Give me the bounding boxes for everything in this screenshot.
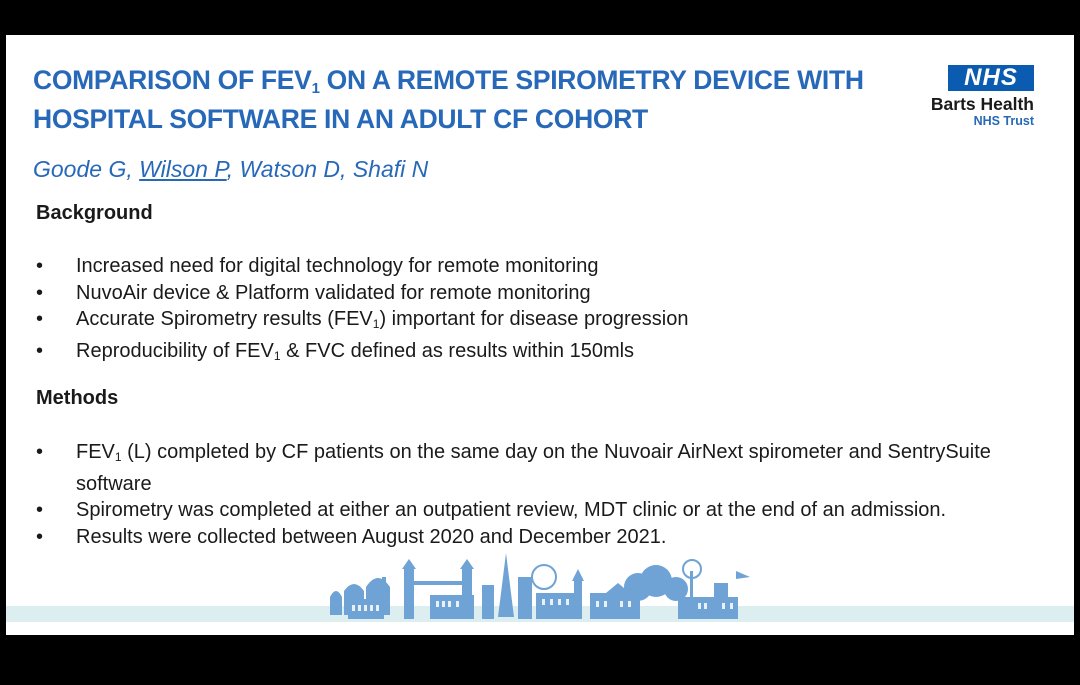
methods-list: [36, 439, 1056, 550]
city-skyline-illustration: [6, 547, 1074, 635]
nhs-badge: NHS: [948, 65, 1034, 91]
slide-title: COMPARISON OF $FEV_1$ ON A REMOTE SPIROMETRY DEVICE WITH HOSPITAL SOFTWARE IN AN ADULT CF COHORT: [33, 65, 864, 134]
bullet-icon: •: [36, 525, 44, 548]
bullet-icon: •: [36, 308, 44, 330]
bullet-icon: •: [36, 339, 44, 362]
list-item: • Accurate Spirometry results $(FEV_1)$ important for disease progression: [36, 308, 689, 331]
author-goode: Goode G,: [33, 156, 140, 182]
bullet-icon: •: [36, 441, 44, 463]
bottom-letterbox: [0, 635, 1080, 685]
methods-heading: Methods: [36, 387, 119, 409]
bullet-icon: •: [36, 499, 44, 521]
bullet-icon: •: [36, 281, 44, 304]
list-item: • Results were collected between August 2020 and December 2021.: [36, 524, 1056, 551]
background-heading: Background: [36, 202, 153, 224]
list-item: • Increased need for digital technology for remote monitoring: [36, 253, 688, 280]
nhs-logo: [886, 65, 1036, 135]
list-item: • Reproducibility of $FEV_1$ & FVC defined as results within 150mls: [36, 339, 635, 363]
org-name: Barts Health: [930, 94, 1034, 114]
org-subtitle: NHS Trust: [973, 114, 1034, 128]
list-item: • Spirometry was completed at either an outpatient review, MDT clinic or at the end of an admission.: [36, 497, 1056, 524]
author-rest: , Watson D, Shafi N: [226, 156, 429, 182]
list-item: • NuvoAir device & Platform validated for remote monitoring: [36, 280, 688, 307]
right-letterbox: [1074, 35, 1080, 635]
author-wilson: Wilson P: [139, 156, 227, 182]
author-list: [33, 156, 428, 183]
background-list: [36, 253, 688, 369]
bullet-icon: •: [36, 255, 44, 277]
presentation-slide: [6, 35, 1074, 635]
top-letterbox: [0, 0, 1080, 35]
list-item: • $FEV_1$ (L) completed by CF patients on the same day on the Nuvoair AirNext spirometer and SentrySuite software: [36, 441, 991, 495]
